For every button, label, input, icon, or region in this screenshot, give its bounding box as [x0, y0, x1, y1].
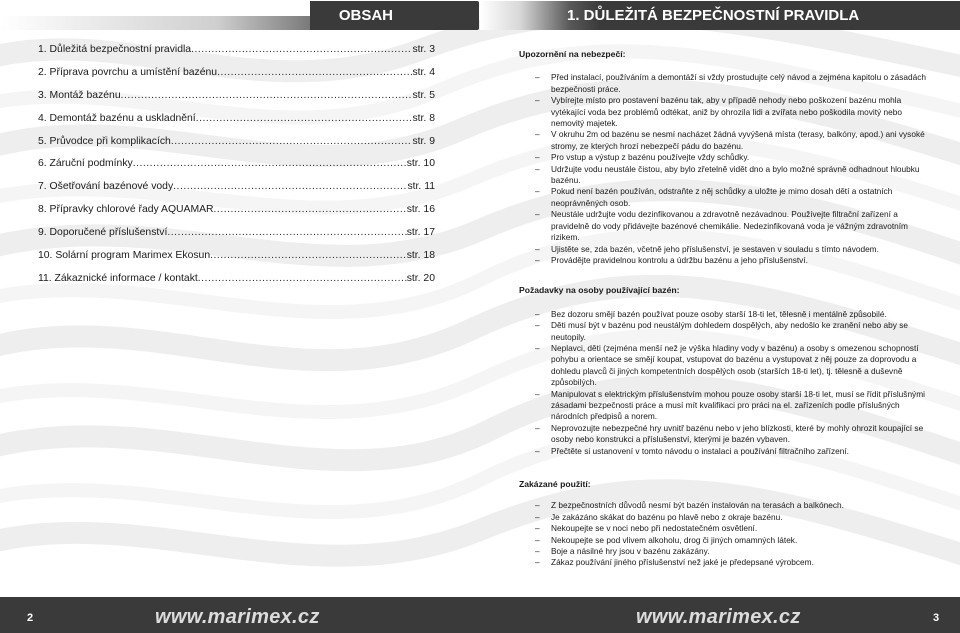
list-item-text: Vybírejte místo pro postavení bazénu tak, aby v případě nehody nebo poškození bazénu mohla vytékající voda bez problémů odtékat, aniž by ohrozila lidi a zvířata nebo poškodila movitý nebo nemovitý majetek.	[551, 95, 902, 129]
toc-row[interactable]	[38, 136, 435, 159]
toc-row[interactable]	[38, 181, 435, 204]
toc-page: str. 9	[412, 135, 435, 147]
list-item	[519, 255, 929, 266]
toc-row[interactable]	[38, 67, 435, 90]
page-number-left: 2	[27, 612, 34, 624]
header-tab-contents-label: OBSAH	[338, 7, 393, 24]
toc-row[interactable]	[38, 158, 435, 181]
toc-title: 11. Zákaznické informace / kontakt	[38, 272, 198, 284]
user-requirements-list	[519, 309, 929, 457]
toc-page: str. 17	[406, 227, 435, 239]
dash-bullet: –	[535, 243, 540, 254]
list-item	[519, 500, 929, 511]
list-item-text: Je zakázáno skákat do bazénu po hlavě nebo z okraje bazénu.	[551, 511, 783, 522]
list-item	[519, 535, 929, 546]
toc-dot-leader	[171, 136, 413, 147]
section-heading-user-requirements: Požadavky na osoby používající bazén:	[519, 285, 680, 296]
header-tab-chapter-label: 1. DŮLEŽITÁ BEZPEČNOSTNÍ PRAVIDLA	[567, 7, 860, 24]
dash-bullet: –	[535, 320, 540, 331]
toc-title: 6. Záruční podmínky	[38, 158, 133, 170]
list-item	[519, 164, 929, 187]
dash-bullet: –	[535, 500, 540, 511]
list-item-text: Neustále udržujte vodu dezinfikovanou a zdravotně nezávadnou. Používejte filtrační zařízení a pravidelně do vody přidávejte bazénové chemikálie. Nedezinfikovaná voda je vážným zdravotním rizikem.	[551, 209, 908, 243]
list-item-text: Udržujte vodu neustále čistou, aby bylo zřetelně vidět dno a bylo možné správně odhadnout hloubku bazénu.	[551, 163, 920, 186]
toc-row[interactable]	[38, 113, 435, 136]
dash-bullet: –	[535, 342, 540, 353]
dash-bullet: –	[535, 186, 540, 197]
list-item	[519, 446, 929, 457]
list-item-text: Děti musí být v bazénu pod neustálým dohledem dospělých, aby nedošlo ke zranění nebo aby se neutopily.	[551, 320, 908, 342]
section-heading-hazards: Upozornění na nebezpečí:	[519, 49, 626, 59]
dash-bullet: –	[535, 534, 540, 545]
dash-bullet: –	[535, 308, 540, 319]
toc-title: 10. Solární program Marimex Ekosun	[38, 250, 211, 262]
list-item	[519, 309, 929, 320]
list-item	[519, 72, 929, 95]
dash-bullet: –	[535, 152, 540, 163]
list-item	[519, 209, 929, 243]
website-link-left[interactable]: www.marimex.cz	[155, 606, 320, 628]
list-item	[519, 557, 929, 568]
safety-rules-column	[519, 49, 929, 569]
toc-dot-leader	[196, 113, 413, 124]
footer-bar	[0, 597, 960, 633]
list-item-text: Pro vstup a výstup z bazénu používejte vždy schůdky.	[551, 152, 750, 163]
toc-page: str. 8	[412, 112, 435, 124]
toc-page: str. 20	[406, 272, 435, 284]
toc-title: 3. Montáž bazénu	[38, 89, 121, 101]
toc-title: 7. Ošetřování bazénové vody	[38, 181, 174, 193]
list-item-text: Boje a násilné hry jsou v bazénu zakázány.	[551, 546, 710, 557]
toc-row[interactable]	[38, 204, 435, 227]
list-item-text: Zákaz používání jiného příslušenství než jaké je předepsané výrobcem.	[551, 557, 814, 568]
dash-bullet: –	[535, 445, 540, 456]
list-item-text: Před instalací, používáním a demontáží si vždy prostudujte celý návod a zejména kapitolu o zásadách bezpečnosti práce.	[551, 72, 926, 94]
list-item-text: V okruhu 2m od bazénu se nesmí nacházet žádná vyvýšená místa (terasy, balkóny, apod.) ani vysoké stromy, ze kterých hrozí nebezpečí pádu do bazénu.	[551, 129, 925, 151]
list-item	[519, 186, 929, 209]
prohibited-use-list	[519, 500, 929, 568]
list-item-text: Neprovozujte nebezpečné hry uvnitř bazénu nebo v jeho blízkosti, které by mohly ohrozit koupající se osoby nebo konstrukci a příslušenství, kterými je bazén vybaven.	[551, 422, 924, 445]
toc-page: str. 5	[412, 89, 435, 101]
dash-bullet: –	[535, 388, 540, 399]
toc-dot-leader	[173, 181, 407, 192]
list-item-text: Provádějte pravidelnou kontrolu a údržbu bazénu a jeho příslušenství.	[551, 254, 808, 265]
dash-bullet: –	[535, 254, 540, 265]
dash-bullet: –	[535, 557, 540, 568]
dash-bullet: –	[535, 72, 540, 83]
toc-title: 4. Demontáž bazénu a uskladnění	[38, 112, 196, 124]
list-item	[519, 546, 929, 557]
list-item-text: Bez dozoru smějí bazén používat pouze osoby starší 18-ti let, tělesně i mentálně způsobilé.	[551, 308, 887, 319]
toc-title: 9. Doporučené příslušenství	[38, 227, 168, 239]
list-item	[519, 423, 929, 446]
dash-bullet: –	[535, 95, 540, 106]
toc-dot-leader	[167, 227, 406, 238]
list-item-text: Ujistěte se, zda bazén, včetně jeho příslušenství, je sestaven v souladu s tímto návodem.	[551, 243, 879, 254]
section-heading-prohibited-use: Zakázané použití:	[519, 479, 591, 489]
dash-bullet: –	[535, 129, 540, 140]
header-tab-contents	[310, 1, 479, 30]
header-tab-chapter	[480, 1, 960, 30]
toc-row[interactable]	[38, 227, 435, 250]
toc-page: str. 11	[407, 181, 435, 193]
toc-row[interactable]	[38, 250, 435, 273]
toc-page: str. 4	[412, 66, 435, 78]
list-item	[519, 129, 929, 152]
toc-page: str. 10	[406, 158, 435, 170]
header-gradient-strip	[0, 16, 310, 30]
toc-title: 1. Důležitá bezpečnostní pravidla	[38, 44, 192, 55]
list-item-text: Přečtěte si ustanovení v tomto návodu o instalaci a používání filtračního zařízení.	[551, 445, 849, 456]
list-item	[519, 343, 929, 389]
toc-title: 5. Průvodce při komplikacích	[38, 135, 171, 147]
header-bar	[0, 0, 960, 32]
list-item-text: Z bezpečnostních důvodů nesmí být bazén instalován na terasách a balkónech.	[551, 500, 844, 511]
list-item	[519, 152, 929, 163]
list-item-text: Nekoupejte se v noci nebo při nedostatečném osvětlení.	[551, 523, 758, 534]
toc-dot-leader	[217, 67, 412, 78]
dash-bullet: –	[535, 511, 540, 522]
table-of-contents	[38, 44, 435, 296]
toc-row[interactable]	[38, 44, 435, 67]
dash-bullet: –	[535, 422, 540, 433]
dash-bullet: –	[535, 209, 540, 220]
toc-title: 2. Příprava povrchu a umístění bazénu	[38, 66, 218, 78]
hazards-list	[519, 72, 929, 266]
list-item	[519, 244, 929, 255]
toc-title: 8. Přípravky chlorové řady AQUAMAR	[38, 204, 214, 216]
toc-page: str. 18	[406, 250, 435, 262]
toc-page: str. 16	[406, 204, 435, 216]
toc-dot-leader	[198, 273, 407, 284]
dash-bullet: –	[535, 163, 540, 174]
list-item	[519, 389, 929, 423]
list-item-text: Neplavci, děti (zejména menší než je výška hladiny vody v bazénu) a osoby s omezenou schopností pohybu a orientace se smějí koupat, vstupovat do bazénu a vystupovat z něj pouze za doprovodu a dohledu plavců či jiných kompetentních dospělých osob (starších 18-ti let), tj. tělesně a duševně způsobilých.	[551, 342, 919, 388]
toc-row[interactable]	[38, 90, 435, 113]
dash-bullet: –	[535, 546, 540, 557]
website-link-right[interactable]: www.marimex.cz	[636, 606, 801, 628]
list-item	[519, 95, 929, 129]
list-item-text: Nekoupejte se pod vlivem alkoholu, drog či jiných omamných látek.	[551, 534, 798, 545]
toc-row[interactable]	[38, 273, 435, 296]
list-item	[519, 320, 929, 343]
page-number-right: 3	[933, 612, 940, 624]
toc-dot-leader	[133, 158, 407, 169]
list-item-text: Pokud není bazén používán, odstraňte z něj schůdky a uložte je mimo dosah dětí a ostatních neoprávněných osob.	[551, 186, 893, 208]
dash-bullet: –	[535, 523, 540, 534]
toc-dot-leader	[121, 90, 413, 101]
list-item	[519, 523, 929, 534]
toc-page: str. 3	[412, 44, 435, 55]
toc-dot-leader	[214, 204, 407, 215]
toc-dot-leader	[210, 250, 407, 261]
list-item-text: Manipulovat s elektrickým příslušenstvím mohou pouze osoby starší 18-ti let, musí se řídit příslušnými zásadami bezpečnosti práce a musí mít kvalifikaci pro práci na el. zařízeních podle příslušných národních předpisů a norem.	[551, 388, 925, 422]
list-item	[519, 512, 929, 523]
toc-dot-leader	[191, 44, 412, 55]
